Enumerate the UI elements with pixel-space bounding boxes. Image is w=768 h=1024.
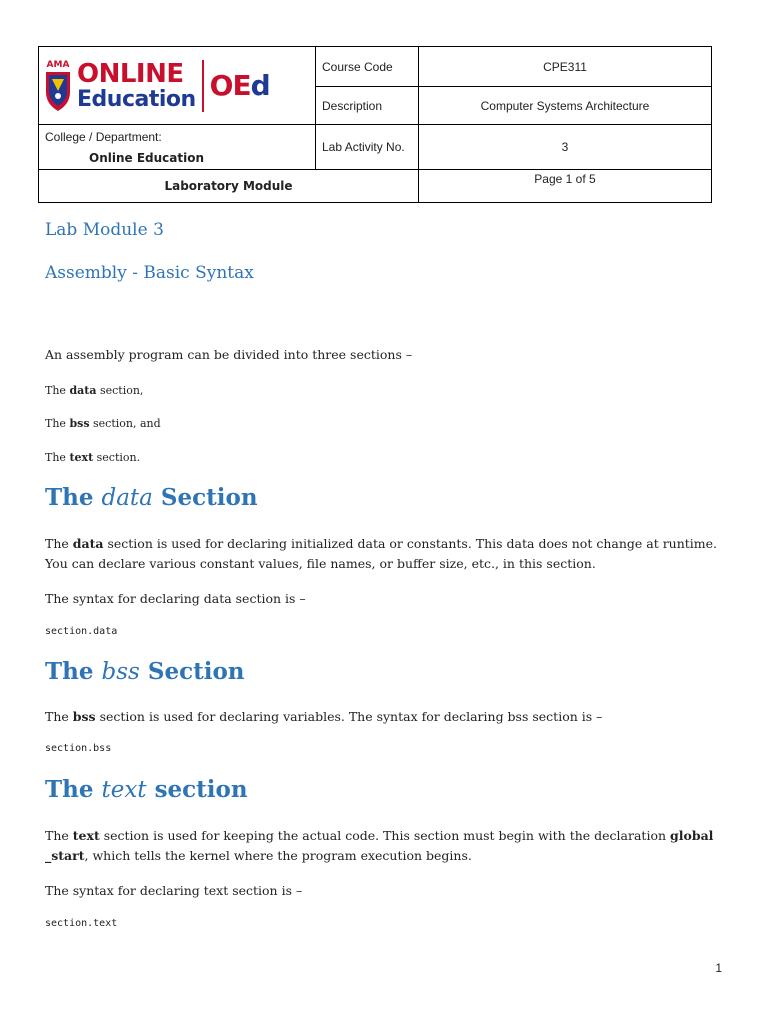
college-cell [39, 125, 316, 170]
college-label: College / Department: [45, 130, 162, 144]
data-section-paragraph: The data section is used for declaring initialized data or constants. This data does not change at runtime. You can declare various constant values, file names, or buffer size, etc., in this section. [45, 536, 718, 571]
lab-activity-value: 3 [419, 125, 712, 170]
intro-paragraph: An assembly program can be divided into three sections – [45, 347, 413, 362]
lab-activity-label: Lab Activity No. [316, 125, 419, 170]
svg-text:AMA: AMA [46, 59, 70, 70]
bss-code-snippet: section.bss [45, 743, 112, 754]
list-item: The data section, [45, 384, 144, 397]
data-section-heading: The data Section [45, 484, 258, 511]
logo-education-text: Education [77, 86, 196, 112]
bss-section-heading: The bss Section [45, 658, 245, 685]
text-code-snippet: section.text [45, 918, 118, 929]
topic-heading: Assembly - Basic Syntax [45, 263, 254, 283]
text-syntax-paragraph: The syntax for declaring text section is – [45, 883, 303, 898]
online-education-logo [39, 48, 315, 124]
page-info: Page 1 of 5 [419, 170, 712, 203]
ama-seal-icon [43, 58, 73, 114]
data-syntax-paragraph: The syntax for declaring data section is – [45, 591, 306, 606]
list-item: The bss section, and [45, 417, 161, 430]
college-value: Online Education [89, 151, 205, 165]
logo-cell [39, 47, 316, 125]
bss-section-paragraph: The bss section is used for declaring variables. The syntax for declaring bss section is – [45, 709, 603, 724]
logo-divider [202, 60, 204, 112]
course-code-value: CPE311 [419, 47, 712, 87]
course-code-label: Course Code [316, 47, 419, 87]
description-value: Computer Systems Architecture [419, 87, 712, 125]
text-section-heading: The text section [45, 776, 248, 803]
logo-oed-mark: OEd [209, 69, 270, 102]
description-label: Description [316, 87, 419, 125]
text-section-paragraph: The text section is used for keeping the actual code. This section must begin with the declaration global _start, which tells the kernel where the program execution begins. [45, 828, 714, 863]
logo-online-text: ONLINE [77, 58, 184, 89]
module-title: Laboratory Module [39, 170, 419, 203]
lab-module-heading: Lab Module 3 [45, 220, 164, 240]
page-number: 1 [715, 961, 722, 975]
list-item: The text section. [45, 451, 141, 464]
data-code-snippet: section.data [45, 626, 118, 637]
header-table [38, 46, 712, 203]
